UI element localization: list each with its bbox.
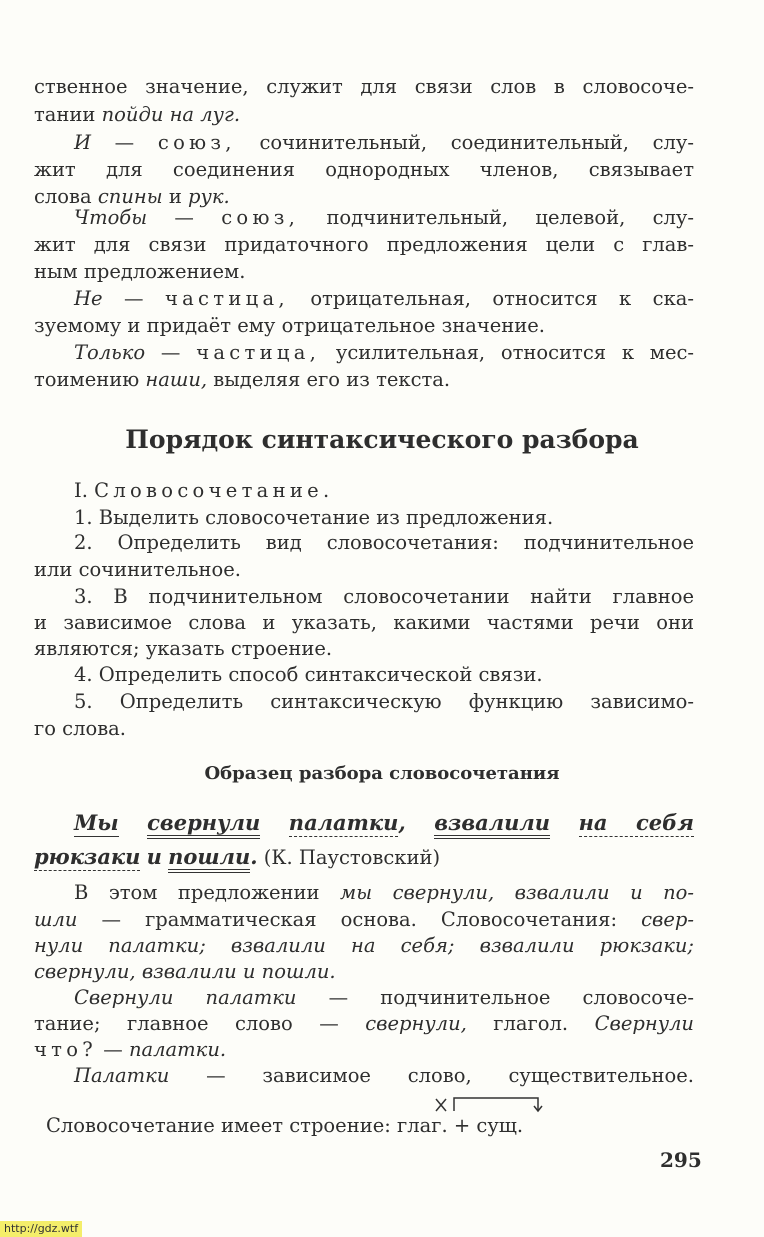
step-line: и зависимое слова и указать, какими частями речи они	[34, 611, 694, 634]
predicate-word: пошли	[168, 844, 250, 873]
analysis-line: Словосочетание имеет строение: глаг. + сущ.	[46, 1114, 524, 1137]
predicate-word: свернули	[147, 810, 260, 839]
watermark-link[interactable]: http://gdz.wtf	[0, 1221, 82, 1237]
analysis-line: Палатки — зависимое слово, существительное.	[74, 1064, 694, 1087]
analysis-line: что? — палатки.	[34, 1038, 227, 1061]
step-line: го слова.	[34, 717, 127, 740]
analysis-line: В этом предложении мы свернули, взвалили и по-	[74, 881, 694, 904]
step-line: 3. В подчинительном словосочетании найти главное	[74, 585, 694, 608]
text-line: И — союз, сочинительный, соединительный, слу-	[74, 131, 694, 154]
structure-scheme-text: глаг. + сущ.	[397, 1114, 524, 1137]
step-line: являются; указать строение.	[34, 637, 333, 660]
object-word: на себя	[578, 810, 695, 835]
analysis-line: тание; главное слово — свернули, глагол. Свернули	[34, 1012, 694, 1035]
example-sentence-line: Мы свернули палатки, взвалили на себя	[74, 808, 694, 838]
analysis-line: шли — грамматическая основа. Словосочетания: свер-	[34, 908, 694, 931]
text-line: тании пойди на луг.	[34, 103, 241, 126]
predicate-word: взвалили	[434, 810, 550, 839]
text-line: Не — частица, отрицательная, относится к ска-	[74, 287, 694, 310]
analysis-line: свернули, взвалили и пошли.	[34, 960, 336, 983]
text-line: Чтобы — союз, подчинительный, целевой, слу-	[74, 206, 694, 229]
step-line: 5. Определить синтаксическую функцию зависимо-	[74, 690, 694, 713]
text-line: жит для связи придаточного предложения цели с глав-	[34, 233, 694, 256]
step-line: 4. Определить способ синтаксической связи.	[74, 663, 543, 686]
author-credit: (К. Паустовский)	[257, 846, 441, 869]
object-word: палатки	[288, 810, 399, 835]
step-line: или сочинительное.	[34, 558, 241, 581]
dependency-arrow-icon	[434, 1095, 554, 1117]
step-line: I. Словосочетание.	[74, 479, 334, 502]
text-line: тоимению наши, выделяя его из текста.	[34, 368, 451, 391]
text-line: зуемому и придаёт ему отрицательное значение.	[34, 314, 546, 337]
page-number: 295	[660, 1148, 702, 1172]
analysis-line: Свернули палатки — подчинительное словосоче-	[74, 986, 695, 1009]
text-line: жит для соединения однородных членов, связывает	[34, 158, 694, 181]
example-sentence-line: рюкзаки и пошли. (К. Паустовский)	[34, 842, 694, 873]
text-line: слова спины и рук.	[34, 185, 230, 208]
analysis-line: нули палатки; взвалили на себя; взвалили рюкзаки;	[34, 934, 694, 957]
text-line: Только — частица, усилительная, относится к мес-	[74, 341, 694, 364]
subject-word: Мы	[74, 810, 119, 835]
object-word: рюкзаки	[34, 844, 141, 869]
section-heading: Порядок синтаксического разбора	[125, 425, 639, 454]
step-line: 1. Выделить словосочетание из предложения.	[74, 506, 554, 529]
step-line: 2. Определить вид словосочетания: подчинительное	[74, 531, 694, 554]
subheading: Образец разбора словосочетания	[204, 763, 560, 784]
text-line: ственное значение, служит для связи слов в словосоче-	[34, 75, 694, 98]
text-line: ным предложением.	[34, 260, 246, 283]
